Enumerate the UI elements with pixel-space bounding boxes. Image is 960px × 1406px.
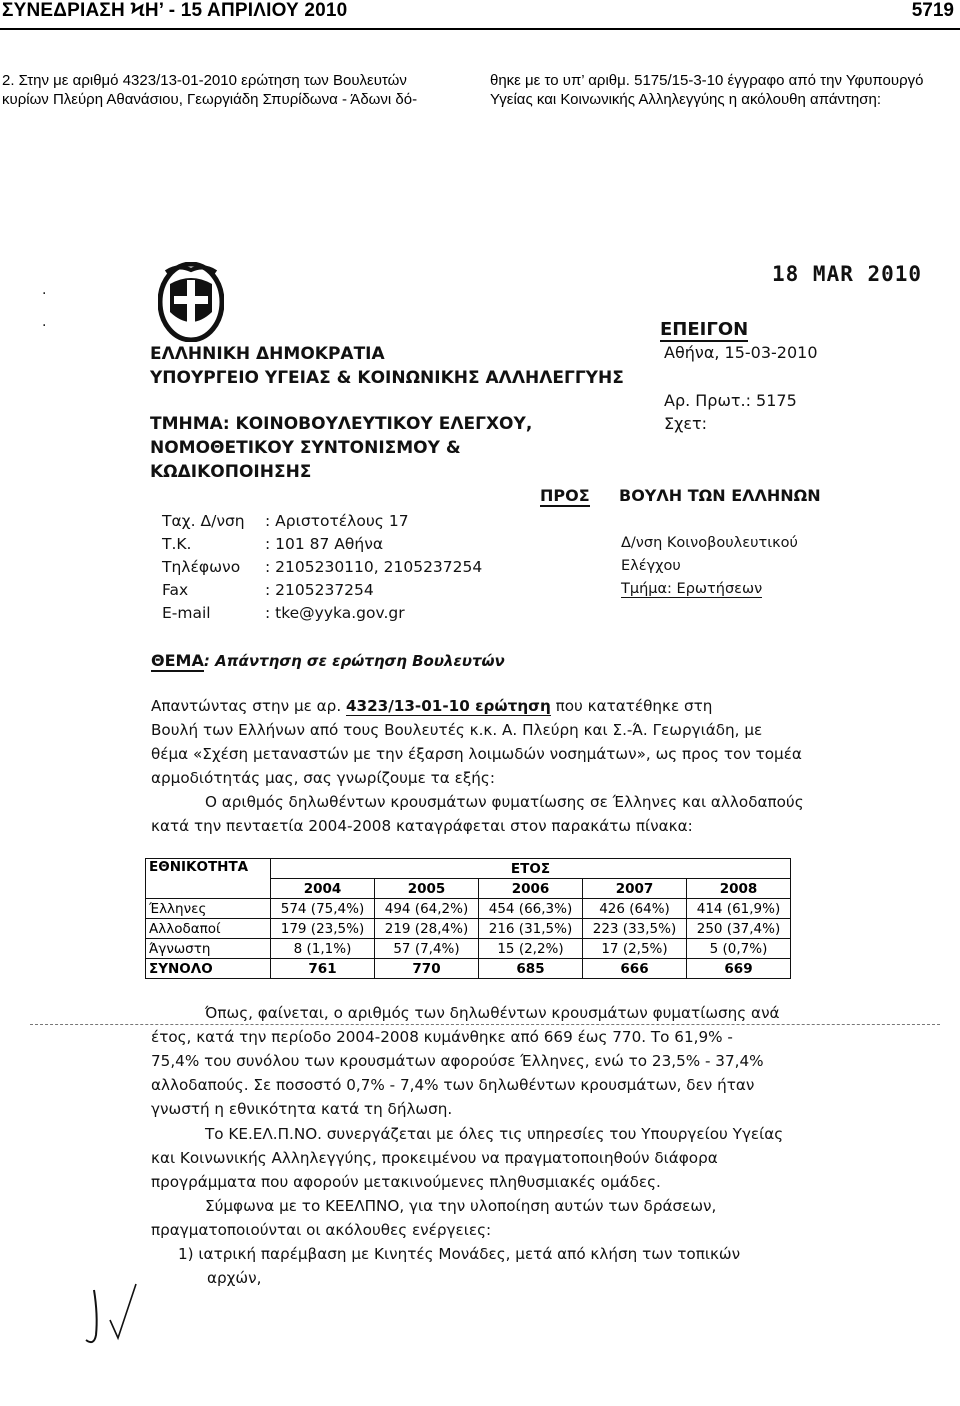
body-line: Σύμφωνα με το ΚΕΕΛΠΝΟ, για την υλοποίηση αυτών των δράσεων, [205, 1197, 717, 1215]
body-line: αρμοδιότητάς μας, σας γνωρίζουμε τα εξής: [151, 769, 495, 787]
body-line: αλλοδαπούς. Σε ποσοστό 0,7% - 7,4% των δηλωθέντων κρουσμάτων, δεν ήταν [151, 1076, 755, 1094]
header-rule [0, 28, 960, 30]
urgent-label: ΕΠΕΙΓΟΝ [660, 319, 749, 340]
body-line [151, 697, 712, 715]
intro-left-column [2, 71, 472, 109]
table-cell: 223 (33,5%) [583, 919, 687, 939]
body-line: 75,4% του συνόλου των κρουσμάτων αφορούσε Έλληνες, ενώ το 23,5% - 37,4% [151, 1052, 764, 1070]
table-cell: 15 (2,2%) [479, 939, 583, 959]
body-line: γνωστή η εθνικότητα κατά τη δήλωση. [151, 1100, 453, 1118]
list-item: αρχών, [207, 1269, 262, 1287]
contact-value: : 101 87 Αθήνα [265, 535, 384, 553]
table-cell: 5 (0,7%) [687, 939, 791, 959]
table-cell: 17 (2,5%) [583, 939, 687, 959]
body-line: θέμα «Σχέση μεταναστών με την έξαρση λοιμωδών νοσημάτων», ως προς τον τομέα [151, 745, 802, 763]
body-line: έτος, κατά την περίοδο 2004-2008 κυμάνθηκε από 669 έως 770. Το 61,9% - [151, 1028, 733, 1046]
contact-label: Fax [162, 581, 189, 599]
row-label: Άγνωστη [146, 939, 271, 959]
recipient-dept: Ελέγχου [621, 558, 681, 574]
contact-value: : tke@yyka.gov.gr [265, 604, 405, 622]
body-line: Όπως, φαίνεται, ο αριθμός των δηλωθέντων κρουσμάτων φυματίωσης ανά [205, 1004, 780, 1022]
received-stamp-date: 18 MAR 2010 [772, 262, 923, 286]
table-cell: 414 (61,9%) [687, 899, 791, 919]
body-line: πραγματοποιούνται οι ακόλουθες ενέργειες: [151, 1221, 492, 1239]
org-ministry: ΥΠΟΥΡΓΕΙΟ ΥΓΕΙΑΣ & ΚΟΙΝΩΝΙΚΗΣ ΑΛΛΗΛΕΓΓΥΗΣ [150, 368, 624, 388]
table-cell: 426 (64%) [583, 899, 687, 919]
header-nationality: ΕΘΝΙΚΟΤΗΤΑ [146, 859, 271, 899]
protocol-number: Αρ. Πρωτ.: 5175 [664, 391, 797, 410]
contact-label: Τηλέφωνο [162, 558, 241, 576]
dept-line: ΝΟΜΟΘΕΤΙΚΟΥ ΣΥΝΤΟΝΙΣΜΟΥ & [150, 438, 461, 458]
contact-label: Ταχ. Δ/νση [162, 512, 245, 530]
scan-marks: · · [42, 286, 47, 334]
year-cell: 2004 [271, 879, 375, 899]
recipient-section: Τμήμα: Ερωτήσεων [621, 581, 763, 597]
intro-left-line: 2. Στην με αριθμό 4323/13-01-2010 ερώτηση των Βουλευτών [2, 72, 407, 89]
intro-right-line: Υγείας και Κοινωνικής Αλληλεγγύης η ακόλουθη απάντηση: [490, 91, 882, 108]
subject-line [151, 651, 505, 670]
table-cell: 57 (7,4%) [375, 939, 479, 959]
tuberculosis-cases-table [145, 858, 791, 979]
header-year: ΕΤΟΣ [271, 859, 791, 879]
table-cell: 666 [583, 959, 687, 979]
subject-value: : Απάντηση σε ερώτηση Βουλευτών [203, 652, 505, 670]
table-cell: 454 (66,3%) [479, 899, 583, 919]
table-cell: 494 (64,2%) [375, 899, 479, 919]
table-cell: 250 (37,4%) [687, 919, 791, 939]
subject-key: ΘΕΜΑ [151, 651, 204, 670]
body-text: Απαντώντας στην με αρ. [151, 697, 346, 715]
row-label: Έλληνες [146, 899, 271, 919]
intro-right-line: θηκε με το υπ’ αριθμ. 5175/15-3-10 έγγραφο από την Υφυπουργό [490, 72, 924, 89]
table-cell: 216 (31,5%) [479, 919, 583, 939]
intro-right-column [490, 71, 960, 109]
table-cell: 685 [479, 959, 583, 979]
related-label: Σχετ: [664, 414, 708, 433]
contact-label: E-mail [162, 604, 211, 622]
dept-line: ΤΜΗΜΑ: ΚΟΙΝΟΒΟΥΛΕΥΤΙΚΟΥ ΕΛΕΓΧΟΥ, [150, 414, 533, 434]
body-line: Ο αριθμός δηλωθέντων κρουσμάτων φυματίωσης σε Έλληνες και αλλοδαπούς [205, 793, 804, 811]
recipient-name: ΒΟΥΛΗ ΤΩΝ ΕΛΛΗΝΩΝ [619, 486, 821, 505]
table-row [146, 899, 791, 919]
handwritten-signature-icon [80, 1280, 150, 1350]
body-line: Το ΚΕ.ΕΛ.Π.ΝΟ. συνεργάζεται με όλες τις υπηρεσίες του Υπουργείου Υγείας [205, 1125, 784, 1143]
table-row [146, 919, 791, 939]
table-total-row [146, 959, 791, 979]
contact-value: : 2105237254 [265, 581, 374, 599]
page-header-title: ΣΥΝΕΔΡΙΑΣΗ ϞΗ’ - 15 ΑΠΡΙΛΙΟΥ 2010 [2, 0, 348, 21]
question-ref: 4323/13-01-10 ερώτηση [345, 697, 551, 715]
to-label: ΠΡΟΣ [540, 486, 590, 505]
table-cell: 770 [375, 959, 479, 979]
recipient-dept: Δ/νση Κοινοβουλευτικού [621, 535, 798, 551]
table-cell: 219 (28,4%) [375, 919, 479, 939]
table-cell: 179 (23,5%) [271, 919, 375, 939]
table-row [146, 939, 791, 959]
body-line: Βουλή των Ελλήνων από τους Βουλευτές κ.κ. Α. Πλεύρη και Σ.-Ά. Γεωργιάδη, με [151, 721, 763, 739]
date-place: Αθήνα, 15-03-2010 [664, 343, 818, 362]
org-republic: ΕΛΛΗΝΙΚΗ ΔΗΜΟΚΡΑΤΙΑ [150, 344, 385, 364]
body-text: που κατατέθηκε στη [550, 697, 713, 715]
body-line: προγράμματα που αφορούν μετακινούμενες πληθυσμιακές ομάδες. [151, 1173, 661, 1191]
row-label: Αλλοδαποί [146, 919, 271, 939]
contact-label: Τ.Κ. [162, 535, 192, 553]
table-cell: 574 (75,4%) [271, 899, 375, 919]
table-cell: 761 [271, 959, 375, 979]
year-cell: 2005 [375, 879, 479, 899]
year-cell: 2008 [687, 879, 791, 899]
table-header-row [146, 859, 791, 879]
year-cell: 2006 [479, 879, 583, 899]
row-label: ΣΥΝΟΛΟ [146, 959, 271, 979]
contact-value: : Αριστοτέλους 17 [265, 512, 409, 530]
list-item: 1) ιατρική παρέμβαση με Κινητές Μονάδες, μετά από κλήση των τοπικών [178, 1245, 741, 1263]
page-number: 5719 [911, 0, 954, 21]
body-line: και Κοινωνικής Αλληλεγγύης, προκειμένου να πραγματοποιηθούν διάφορα [151, 1149, 718, 1167]
table-cell: 669 [687, 959, 791, 979]
dept-line: ΚΩΔΙΚΟΠΟΙΗΣΗΣ [150, 462, 312, 482]
scan-fold-line [30, 1024, 940, 1025]
body-line: κατά την πενταετία 2004-2008 καταγράφεται στον παρακάτω πίνακα: [151, 817, 693, 835]
greek-coat-of-arms-icon [158, 262, 224, 342]
contact-value: : 2105230110, 2105237254 [265, 558, 483, 576]
table-cell: 8 (1,1%) [271, 939, 375, 959]
intro-left-line: κυρίων Πλεύρη Αθανάσιου, Γεωργιάδη Σπυρίδωνα - Άδωνι δό- [2, 91, 418, 108]
year-cell: 2007 [583, 879, 687, 899]
